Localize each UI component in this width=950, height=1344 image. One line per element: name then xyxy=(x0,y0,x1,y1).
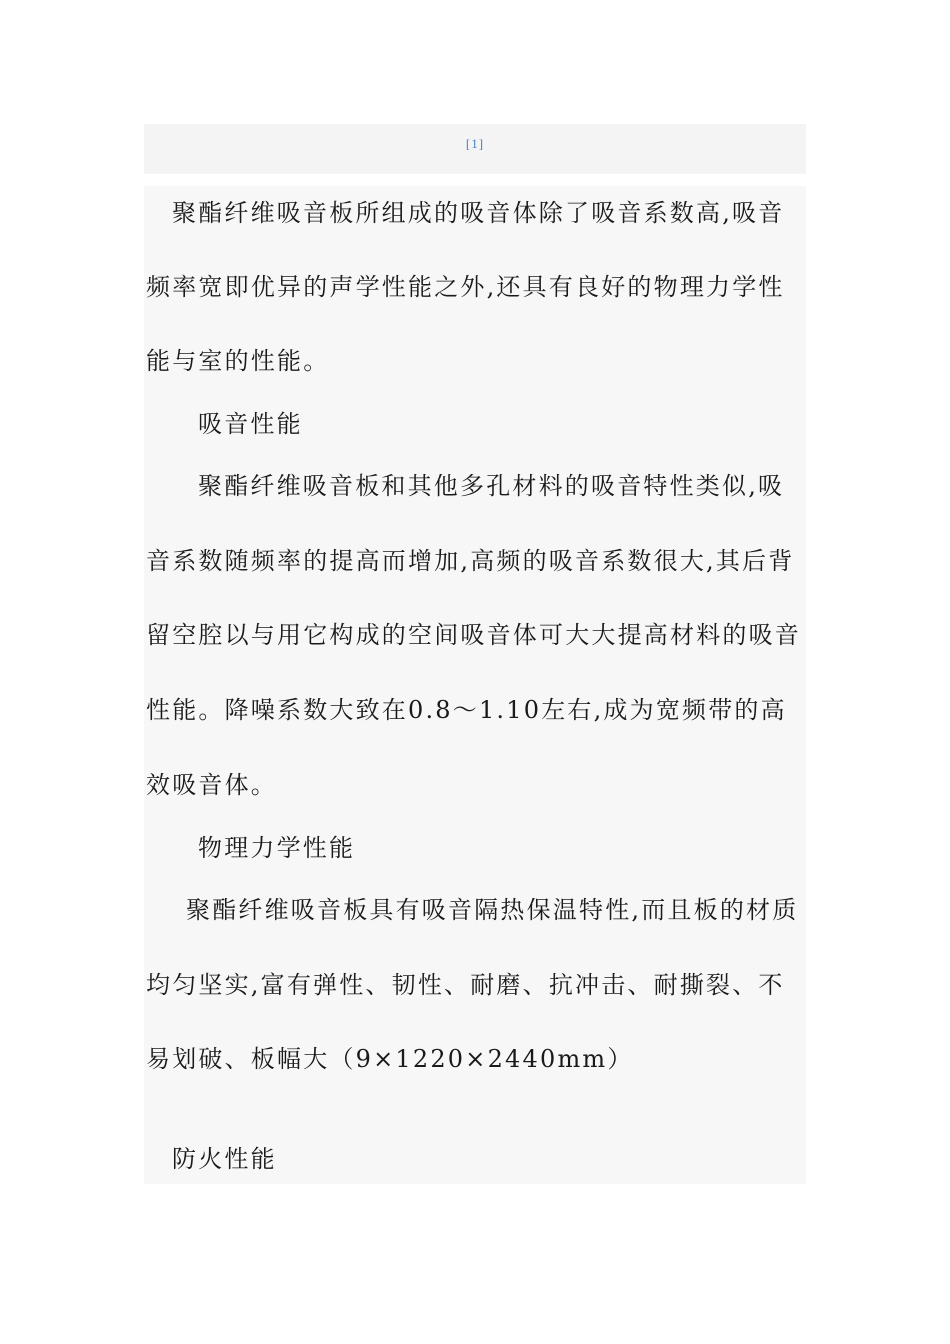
paragraph-line: 聚酯纤维吸音板所组成的吸音体除了吸音系数高,吸音 xyxy=(172,199,785,227)
paragraph-line: 聚酯纤维吸音板具有吸音隔热保温特性,而且板的材质 xyxy=(186,896,799,924)
paragraph-line: 效吸音体。 xyxy=(146,771,277,799)
paragraph-line: 聚酯纤维吸音板和其他多孔材料的吸音特性类似,吸 xyxy=(198,472,785,500)
reference-marker[interactable]: [1] xyxy=(144,124,806,174)
paragraph-line: 性能。降噪系数大致在0.8～1.10左右,成为宽频带的高 xyxy=(146,696,787,724)
article-body xyxy=(144,186,806,1184)
paragraph-line: 均匀坚实,富有弹性、韧性、耐磨、抗冲击、耐撕裂、不 xyxy=(146,971,785,999)
paragraph-line: 留空腔以与用它构成的空间吸音体可大大提高材料的吸音 xyxy=(146,621,801,649)
section-heading: 防火性能 xyxy=(172,1145,277,1173)
section-heading: 吸音性能 xyxy=(198,410,303,438)
paragraph-line: 音系数随频率的提高而增加,高频的吸音系数很大,其后背 xyxy=(146,547,795,575)
section-heading: 物理力学性能 xyxy=(198,834,356,862)
paragraph-line: 能与室的性能。 xyxy=(146,347,330,375)
paragraph-line: 频率宽即优异的声学性能之外,还具有良好的物理力学性 xyxy=(146,273,785,301)
paragraph-line: 易划破、板幅大（9×1220×2440mm） xyxy=(146,1045,634,1073)
